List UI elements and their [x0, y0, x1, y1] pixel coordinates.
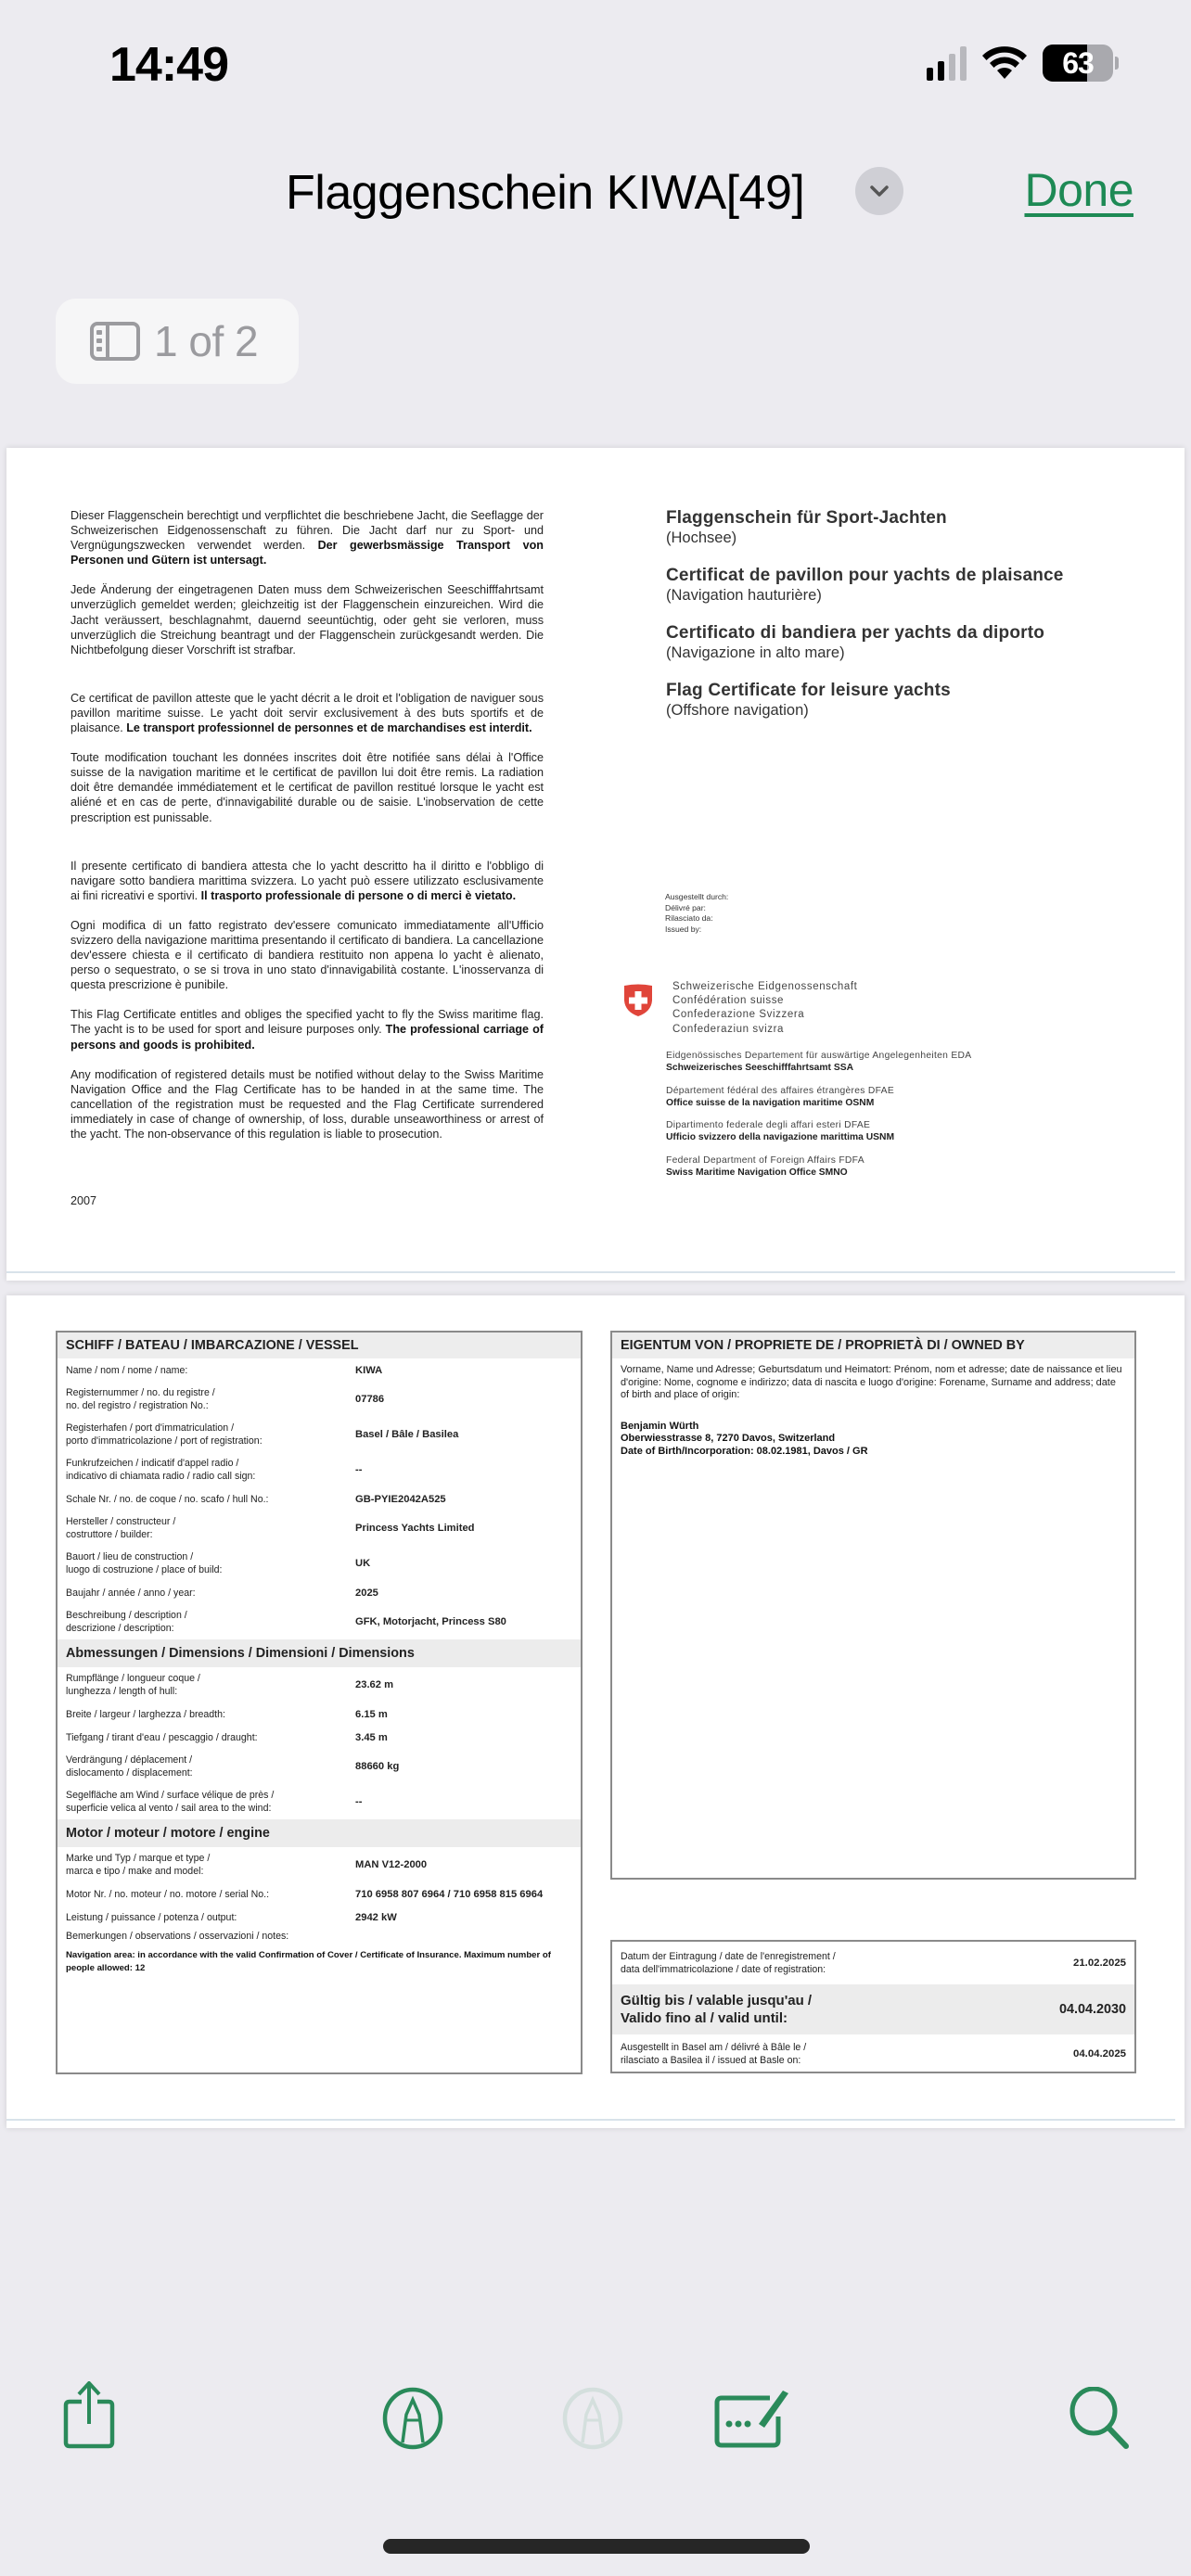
- vessel-row-label: Beschreibung / description / descrizione / description:: [66, 1610, 187, 1634]
- dimension-row-value: --: [355, 1796, 363, 1807]
- department-fr: Département fédéral des affaires étrangères DFAE Office suisse de la navigation maritime OSNM: [666, 1085, 895, 1108]
- paragraph-it-1: Il presente certificato di bandiera attesta che lo yacht descritto ha il diritto e l'obbligo di navigare sotto bandiera marittima svizzera. Lo yacht può essere utilizzato esclusivamente ai fini ricreativi e sportivi. Il trasporto professionale di persone o di merci è vietato.: [70, 859, 544, 902]
- engine-row-label: Marke und Typ / marque et type / marca e tipo / make and model:: [66, 1853, 211, 1877]
- dimension-row-label: Verdrängung / déplacement / dislocamento / displacement:: [66, 1754, 193, 1779]
- page-indicator-label: 1 of 2: [154, 317, 259, 365]
- vessel-row: [58, 1604, 581, 1639]
- home-indicator[interactable]: [383, 2539, 810, 2554]
- legal-text-column: [70, 508, 544, 1156]
- dimension-row-value: 88660 kg: [355, 1761, 400, 1772]
- vessel-row-label: Name / nom / nome / name:: [66, 1364, 188, 1376]
- dimension-row: [58, 1667, 581, 1702]
- vessel-row: [58, 1546, 581, 1581]
- paragraph-fr-1: Ce certificat de pavillon atteste que le yacht décrit a le droit et l'obligation de naviguer sous pavillon maritime suisse. Le yacht doit servir exclusivement à des buts sportifs et de plaisance. Le transport professionnel de personnes et de marchandises est interdit.: [70, 691, 544, 735]
- engine-row-label: Leistung / puissance / potenza / output:: [66, 1911, 237, 1923]
- owner-heading: EIGENTUM VON / PROPRIETE DE / PROPRIETÀ DI / OWNED BY: [612, 1333, 1134, 1358]
- owner-data: [612, 1408, 1134, 1458]
- vessel-row-label: Registernummer / no. du registre / no. del registro / registration No.:: [66, 1387, 215, 1411]
- vessel-row: [58, 1417, 581, 1452]
- title-de: Flaggenschein für Sport-Jachten (Hochsee): [666, 508, 947, 546]
- paragraph-it-2: Ogni modifica di un fatto registrato dev'essere comunicato immediatamente all'Ufficio svizzero della navigazione marittima presentando il certificato di bandiera. La cancellazione dev'essere chiesta e il certificato di bandiera restituito non appena lo yacht è alienato, perso o sequestrato, o se si trova in uno stato d'innavigabilità costante. L'inosservanza di questa prescrizione è punibile.: [70, 918, 544, 992]
- vessel-row-label: Funkrufzeichen / indicatif d'appel radio / indicativo di chiamata radio / radio call sign:: [66, 1458, 256, 1482]
- dimension-row: [58, 1702, 581, 1726]
- title-en: Flag Certificate for leisure yachts (Offshore navigation): [666, 681, 951, 719]
- page-divider: [6, 2119, 1175, 2121]
- vessel-row: [58, 1581, 581, 1604]
- owner-box: [610, 1331, 1136, 1880]
- battery-icon: [1043, 45, 1113, 82]
- markup-disabled-icon: [562, 2387, 623, 2450]
- engine-row: [58, 1882, 581, 1906]
- dimension-row-label: Segelfläche am Wind / surface vélique de près / superficie velica al vento / sail area to the wind:: [66, 1790, 275, 1814]
- valid-until-row: [612, 1984, 1134, 2034]
- dimension-row: [58, 1726, 581, 1749]
- vessel-row: [58, 1382, 581, 1417]
- vessel-row: [58, 1487, 581, 1511]
- issued-date-label: Ausgestellt in Basel am / délivré à Bâle le / rilasciato a Basilea il / issued at Basle on:: [621, 2042, 807, 2066]
- issued-date-value: 04.04.2025: [1072, 2048, 1126, 2060]
- valid-until-label: Gültig bis / valable jusqu'au / Valido fino al / valid until:: [621, 1993, 813, 2026]
- sidebar-icon: [89, 321, 141, 362]
- document-page-1[interactable]: [6, 448, 1185, 1281]
- paragraph-fr-2: Toute modification touchant les données inscrites doit être notifiée sans délai à l'Office suisse de la navigation maritime et le certificat de pavillon lui doit être remis. La radiation doit être demandée immédiatement et le certificat de pavillon restitué lorsque le yacht est aliéné et en cas de perte, d'innavigabilité durable ou de saisie. L'inobservation de cette prescription est punissable.: [70, 751, 544, 824]
- dimensions-heading: Abmessungen / Dimensions / Dimensioni / Dimensions: [58, 1639, 581, 1667]
- markup-icon[interactable]: [382, 2387, 443, 2450]
- title-menu-button[interactable]: [855, 167, 903, 215]
- vessel-row-value: --: [355, 1464, 363, 1475]
- dimension-row-value: 3.45 m: [355, 1731, 388, 1743]
- owner-address: Oberwiesstrasse 8, 7270 Davos, Switzerland: [621, 1433, 836, 1445]
- engine-row-value: MAN V12-2000: [355, 1859, 428, 1870]
- dimension-row-label: Rumpflänge / longueur coque / lunghezza / length of hull:: [66, 1673, 200, 1697]
- engine-row-value: 710 6958 807 6964 / 710 6958 815 6964: [355, 1888, 544, 1900]
- engine-row-value: 2942 kW: [355, 1911, 397, 1923]
- dates-box: [610, 1940, 1136, 2073]
- engine-row: [58, 1906, 581, 1929]
- document-page-2[interactable]: [6, 1295, 1185, 2128]
- vessel-row-value: KIWA: [355, 1364, 383, 1376]
- status-time: 14:49: [109, 38, 228, 92]
- paragraph-de-2: Jede Änderung der eingetragenen Daten muss dem Schweizerischen Seeschifffahrtsamt unverzüglich gemeldet werden; gleichzeitig ist der Flaggenschein einzureichen. Wird die Jacht veräussert, beschlagnahmt, dauernd seeuntüchtig, oder geht sie verloren, muss unverzüglich die Streichung beantragt und der Flaggenschein zurückgesandt werden. Die Nichtbefolgung dieser Vorschrift ist strafbar.: [70, 583, 544, 657]
- department-de: Eidgenössisches Departement für auswärtige Angelegenheiten EDA Schweizerisches Seeschifffahrtsamt SSA: [666, 1051, 972, 1074]
- issued-date-row: [612, 2034, 1134, 2073]
- paragraph-en-1: This Flag Certificate entitles and obliges the specified yacht to fly the Swiss maritime flag. The yacht is to be used for sport and leisure purposes only. The professional carriage of persons and goods is prohibited.: [70, 1008, 544, 1052]
- vessel-row-value: 07786: [355, 1394, 385, 1405]
- notes-text: Navigation area: in accordance with the valid Confirmation of Cover / Certificate of Insurance. Maximum number of people allowed: 12: [66, 1950, 551, 1973]
- title-it: Certificato di bandiera per yachts da diporto (Navigazione in alto mare): [666, 623, 1045, 661]
- owner-description: Vorname, Name und Adresse; Geburtsdatum und Heimatort: Prénom, nom et adresse; date de naissance et lieu d'origine: Nome, cognome e indirizzo; data di nascita e luogo d'origine: Forename, Surname and address; date of birth and place of origin:: [621, 1364, 1122, 1401]
- paragraph-en-2: Any modification of registered details must be notified without delay to the Swiss Maritime Navigation Office and the Flag Certificate has to be handed in at the same time. The cancellation of the registration must be requested and the Flag Certificate surrendered immediately in case of change of ownership, of loss, durable unseaworthiness or arrest of the yacht. The non-observance of this regulation is liable to prosecution.: [70, 1067, 544, 1141]
- vessel-row-label: Bauort / lieu de construction / luogo di costruzione / place of build:: [66, 1551, 223, 1575]
- issued-by-labels: Ausgestellt durch: Délivré par: Rilasciato da: Issued by:: [665, 892, 729, 934]
- vessel-row: [58, 1511, 581, 1546]
- status-icons: [927, 45, 1119, 82]
- vessel-row-value: 2025: [355, 1587, 378, 1599]
- vessel-row-label: Registerhafen / port d'immatriculation / porto d'immatricolazione / port of registration:: [66, 1422, 263, 1447]
- registration-date-label: Datum der Eintragung / date de l'enregistrement / data dell'immatricolazione / date of registration:: [621, 1951, 836, 1975]
- fill-and-sign-icon[interactable]: [712, 2385, 803, 2450]
- paragraph-de-1: Dieser Flaggenschein berechtigt und verpflichtet die beschriebene Jacht, die Seeflagge der Schweizerischen Eidgenossenschaft zu führen. Die Jacht darf nur zu Sport- und Vergnügungszwecken verwendet werden. Der gewerbsmässige Transport von Personen und Gütern ist untersagt.: [70, 509, 544, 567]
- owner-name: Benjamin Würth: [621, 1420, 699, 1432]
- valid-until-value: 04.04.2030: [1058, 2001, 1126, 2017]
- engine-row: [58, 1847, 581, 1882]
- vessel-details-box: [56, 1331, 583, 2074]
- wifi-icon: [981, 45, 1028, 81]
- vessel-row-value: GFK, Motorjacht, Princess S80: [355, 1616, 506, 1627]
- title-fr: Certificat de pavillon pour yachts de plaisance (Navigation hauturière): [666, 566, 1064, 604]
- share-icon[interactable]: [61, 2381, 119, 2452]
- department-en: Federal Department of Foreign Affairs FDFA Swiss Maritime Navigation Office SMNO: [666, 1154, 864, 1179]
- vessel-row: [58, 1452, 581, 1487]
- dimension-row-label: Tiefgang / tirant d'eau / pescaggio / draught:: [66, 1731, 258, 1743]
- vessel-row-label: Hersteller / constructeur / costruttore / builder:: [66, 1516, 176, 1540]
- vessel-heading: SCHIFF / BATEAU / IMBARCAZIONE / VESSEL: [58, 1333, 581, 1358]
- vessel-row-label: Baujahr / année / anno / year:: [66, 1587, 196, 1599]
- certificate-titles: [666, 508, 1148, 738]
- vessel-row-value: Princess Yachts Limited: [355, 1523, 475, 1534]
- dimension-row-value: 23.62 m: [355, 1679, 394, 1690]
- dimension-row-label: Breite / largeur / larghezza / breadth:: [66, 1708, 225, 1720]
- registration-date-row: [612, 1942, 1134, 1984]
- chevron-down-icon: [868, 184, 890, 198]
- battery-percent: 63: [1062, 46, 1094, 80]
- owner-birth: Date of Birth/Incorporation: 08.02.1981, Davos / GR: [621, 1445, 868, 1457]
- department-it: Dipartimento federale degli affari esteri DFAE Ufficio svizzero della navigazione marittima USNM: [666, 1120, 895, 1143]
- dimension-row: [58, 1749, 581, 1784]
- page-divider: [6, 1271, 1175, 1273]
- engine-heading: Motor / moteur / motore / engine: [58, 1819, 581, 1847]
- vessel-row-label: Schale Nr. / no. de coque / no. scafo / hull No.:: [66, 1493, 269, 1505]
- cellular-signal-icon: [927, 45, 967, 81]
- search-icon[interactable]: [1067, 2387, 1132, 2450]
- vessel-row: [58, 1358, 581, 1382]
- page-indicator-button[interactable]: [56, 299, 299, 384]
- dimension-row-value: 6.15 m: [355, 1708, 388, 1720]
- vessel-row-value: GB-PYIE2042A525: [355, 1493, 446, 1505]
- swiss-coat-of-arms-icon: [623, 984, 653, 1017]
- done-button[interactable]: Done: [1024, 164, 1133, 216]
- document-title[interactable]: Flaggenschein KIWA[49]: [286, 166, 805, 220]
- confederation-names: Schweizerische Eidgenossenschaft Confédération suisse Confederazione Svizzera Confederaziun svizra: [672, 981, 858, 1035]
- vessel-row-value: Basel / Bâle / Basilea: [355, 1429, 459, 1440]
- notes-label: Bemerkungen / observations / osservazioni / notes:: [66, 1931, 289, 1942]
- engine-row-label: Motor Nr. / no. moteur / no. motore / serial No.:: [66, 1888, 270, 1900]
- form-year: 2007: [70, 1194, 97, 1207]
- vessel-row-value: UK: [355, 1558, 371, 1569]
- dimension-row: [58, 1784, 581, 1819]
- department-list: [666, 1050, 971, 1189]
- registration-date-value: 21.02.2025: [1072, 1958, 1126, 1969]
